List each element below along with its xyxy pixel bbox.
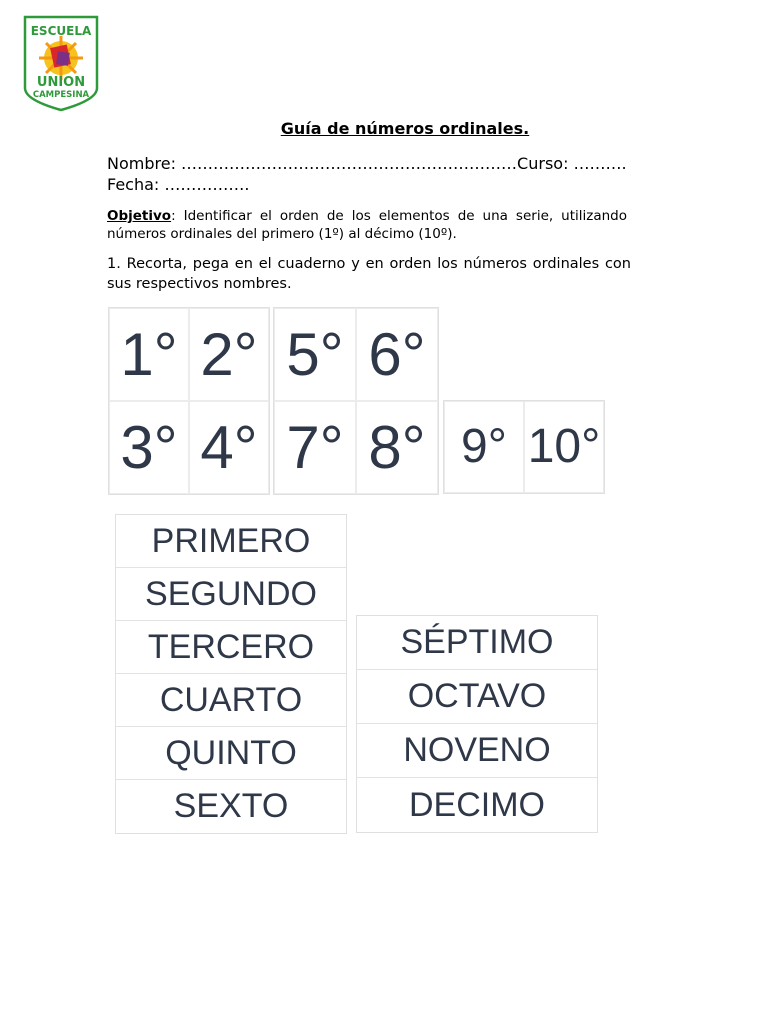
fecha-line: Fecha: ……………. xyxy=(107,175,250,194)
word-card: NOVENO xyxy=(357,724,597,778)
number-card: 10° xyxy=(524,401,604,493)
word-card: QUINTO xyxy=(116,727,346,780)
number-card: 7° xyxy=(274,401,356,494)
number-cards-9-10 xyxy=(443,400,605,494)
word-card: TERCERO xyxy=(116,621,346,674)
number-cards-5-8 xyxy=(273,307,439,495)
logo-text-union: UNION xyxy=(36,75,86,90)
word-card: PRIMERO xyxy=(116,515,346,568)
word-cards-left xyxy=(115,514,347,834)
page-title: Guía de números ordinales. xyxy=(280,119,530,138)
number-card: 1° xyxy=(109,308,189,401)
word-card: OCTAVO xyxy=(357,670,597,724)
number-cards-1-4 xyxy=(108,307,270,495)
word-card: SEGUNDO xyxy=(116,568,346,621)
school-logo xyxy=(22,14,100,112)
objective-paragraph xyxy=(107,207,627,243)
number-card: 4° xyxy=(189,401,269,494)
logo-text-top: ESCUELA xyxy=(30,24,92,38)
objective-text: : Identificar el orden de los elementos de una serie, utilizando números ordinales del primero (1º) al décimo (10º). xyxy=(107,208,627,242)
instruction-paragraph: 1. Recorta, pega en el cuaderno y en orden los números ordinales con sus respectivos nombres. xyxy=(107,256,631,292)
word-card: SÉPTIMO xyxy=(357,616,597,670)
number-card: 8° xyxy=(356,401,438,494)
number-card: 2° xyxy=(189,308,269,401)
number-card: 6° xyxy=(356,308,438,401)
number-card: 9° xyxy=(444,401,524,493)
word-card: CUARTO xyxy=(116,674,346,727)
word-card: DECIMO xyxy=(409,785,545,824)
number-card: 5° xyxy=(274,308,356,401)
nombre-curso-line: Nombre: ………………………………………………………Curso: ………. xyxy=(107,154,627,173)
number-card: 3° xyxy=(109,401,189,494)
objective-label: Objetivo xyxy=(107,208,172,224)
word-cards-right xyxy=(356,615,598,833)
logo-text-campesina: CAMPESINA xyxy=(32,90,90,100)
word-card: SEXTO xyxy=(173,787,289,825)
